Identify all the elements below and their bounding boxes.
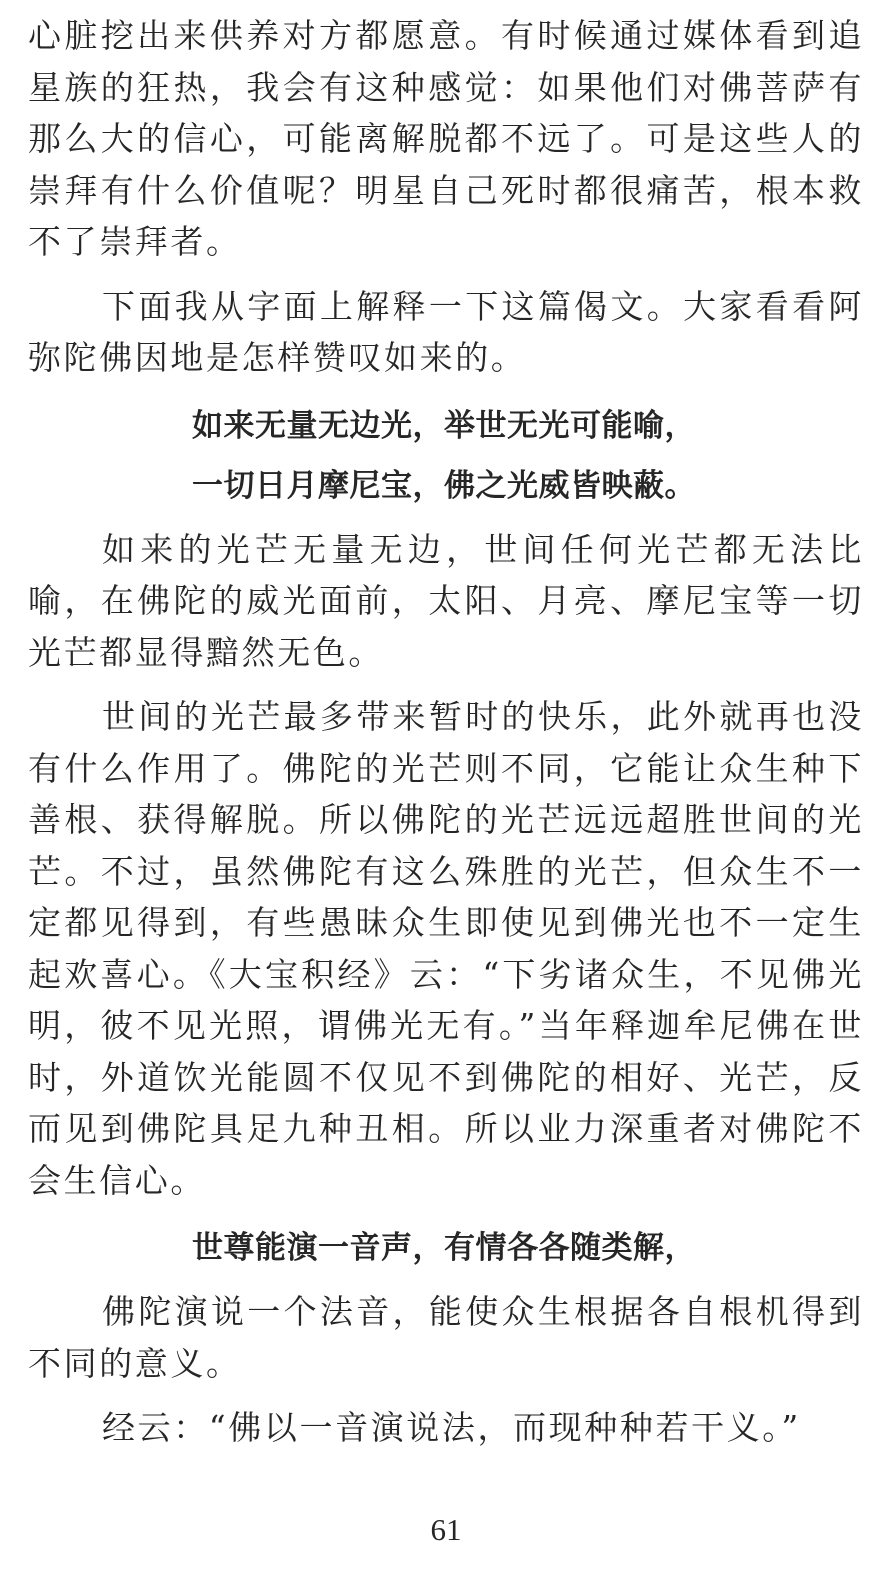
paragraph-3: 如来的光芒无量无边，世间任何光芒都无法比喻，在佛陀的威光面前，太阳、月亮、摩尼宝等一切光芒都显得黯然无色。 [28, 529, 864, 672]
verse-2-line-1: 世尊能演一音声，有情各各随类解， [192, 1230, 696, 1266]
page-number: 61 [430, 1512, 462, 1547]
verse-1-line-2: 一切日月摩尼宝，佛之光威皆映蔽。 [192, 467, 696, 504]
paragraph-2: 下面我从字面上解释一下这篇偈文。大家看看阿弥陀佛因地是怎样赞叹如来的。 [28, 286, 864, 377]
paragraph-6: 经云：“佛以一音演说法，而现种种若干义。” [102, 1408, 801, 1447]
verse-1-line-1: 如来无量无边光，举世无光可能喻， [192, 407, 696, 444]
paragraph-4: 世间的光芒最多带来暂时的快乐，此外就再也没有什么作用了。佛陀的光芒则不同，它能让众生种下善根、获得解脱。所以佛陀的光芒远远超胜世间的光芒。不过，虽然佛陀有这么殊胜的光芒，但众生不一定都见得到，有些愚昧众生即使见到佛光也不一定生起欢喜心。《大宝积经》云：“下劣诸众生，不见佛光明，彼不见光照，谓佛光无有。”当年释迦牟尼佛在世时，外道饮光能圆不仅见不到佛陀的相好、光芒，反而见到佛陀具足九种丑相。所以业力深重者对佛陀不会生信心。 [28, 697, 864, 1200]
paragraph-5: 佛陀演说一个法音，能使众生根据各自根机得到不同的意义。 [28, 1292, 864, 1383]
paragraph-1: 心脏挖出来供养对方都愿意。有时候通过媒体看到追星族的狂热，我会有这种感觉：如果他们对佛菩萨有那么大的信心，可能离解脱都不远了。可是这些人的崇拜有什么价值呢？明星自己死时都很痛苦，根本救不了崇拜者。 [28, 16, 864, 261]
book-page [28, 10, 864, 1454]
